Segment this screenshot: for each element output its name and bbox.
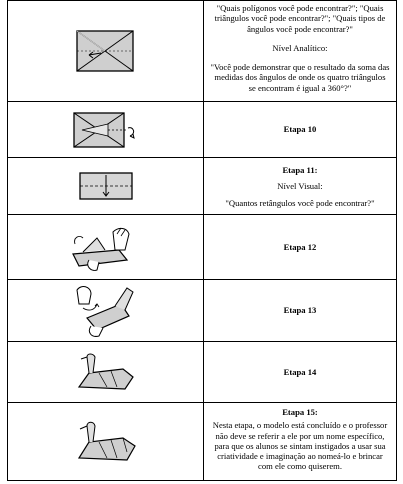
question-text: "Você pode demonstrar que o resultado da soma das medidas dos ângulos de onde os quatro triângulos se encontram é igual a 360°?": [210, 62, 390, 93]
illustration-cell: [8, 102, 203, 157]
description-cell: [204, 280, 396, 341]
origami-steps-table: [7, 0, 397, 481]
table-row: [8, 342, 396, 403]
folded-envelope-illustration: [68, 108, 144, 152]
illustration-cell: [8, 158, 203, 214]
step-title: Etapa 15:: [282, 407, 318, 417]
description-cell: [204, 102, 396, 157]
illustration-cell: [8, 342, 203, 402]
hands-folding-illustration: [69, 282, 143, 340]
hands-folding-illustration: [69, 220, 143, 274]
illustration-cell: [8, 280, 203, 341]
description-cell: [204, 215, 396, 279]
conclusion-text: Nesta etapa, o modelo está concluído e o professor não deve se referir a ele por um nome específico, para que os alunos se sintam instigados a usar sua criatividade e imaginação ao nomeá-lo e brincar com ele como quiserem.: [212, 420, 388, 472]
description-cell: [204, 403, 396, 480]
table-row: [8, 1, 396, 102]
step-title: Etapa 10: [283, 124, 317, 135]
description-cell: [204, 158, 396, 214]
description-cell: [204, 1, 396, 101]
table-row: [8, 403, 396, 480]
step-title: Etapa 12: [283, 241, 317, 252]
finished-swan-illustration: [71, 416, 141, 468]
table-row: [8, 215, 396, 280]
table-row: [8, 102, 396, 158]
question-text: "Quantos retângulos você pode encontrar?": [225, 197, 375, 208]
table-row: [8, 158, 396, 215]
swan-illustration: [73, 347, 139, 397]
illustration-cell: [8, 403, 203, 480]
folded-rectangle-illustration: [74, 167, 138, 205]
folded-envelope-illustration: [71, 25, 141, 77]
question-text: "Quais polígonos você pode encontrar?"; "Quais triângulos você pode encontrar?"; "Quais tipos de ângulos você pode encontrar?": [214, 3, 386, 34]
step-title: Etapa 13: [283, 305, 317, 316]
description-cell: [204, 342, 396, 402]
level-label: Nível Analítico:: [272, 42, 328, 53]
illustration-cell: [8, 215, 203, 279]
step-title: Etapa 11:: [282, 165, 318, 175]
illustration-cell: [8, 1, 203, 101]
table-row: [8, 280, 396, 342]
level-label: Nível Visual:: [277, 181, 323, 192]
step-title: Etapa 14: [283, 366, 317, 377]
